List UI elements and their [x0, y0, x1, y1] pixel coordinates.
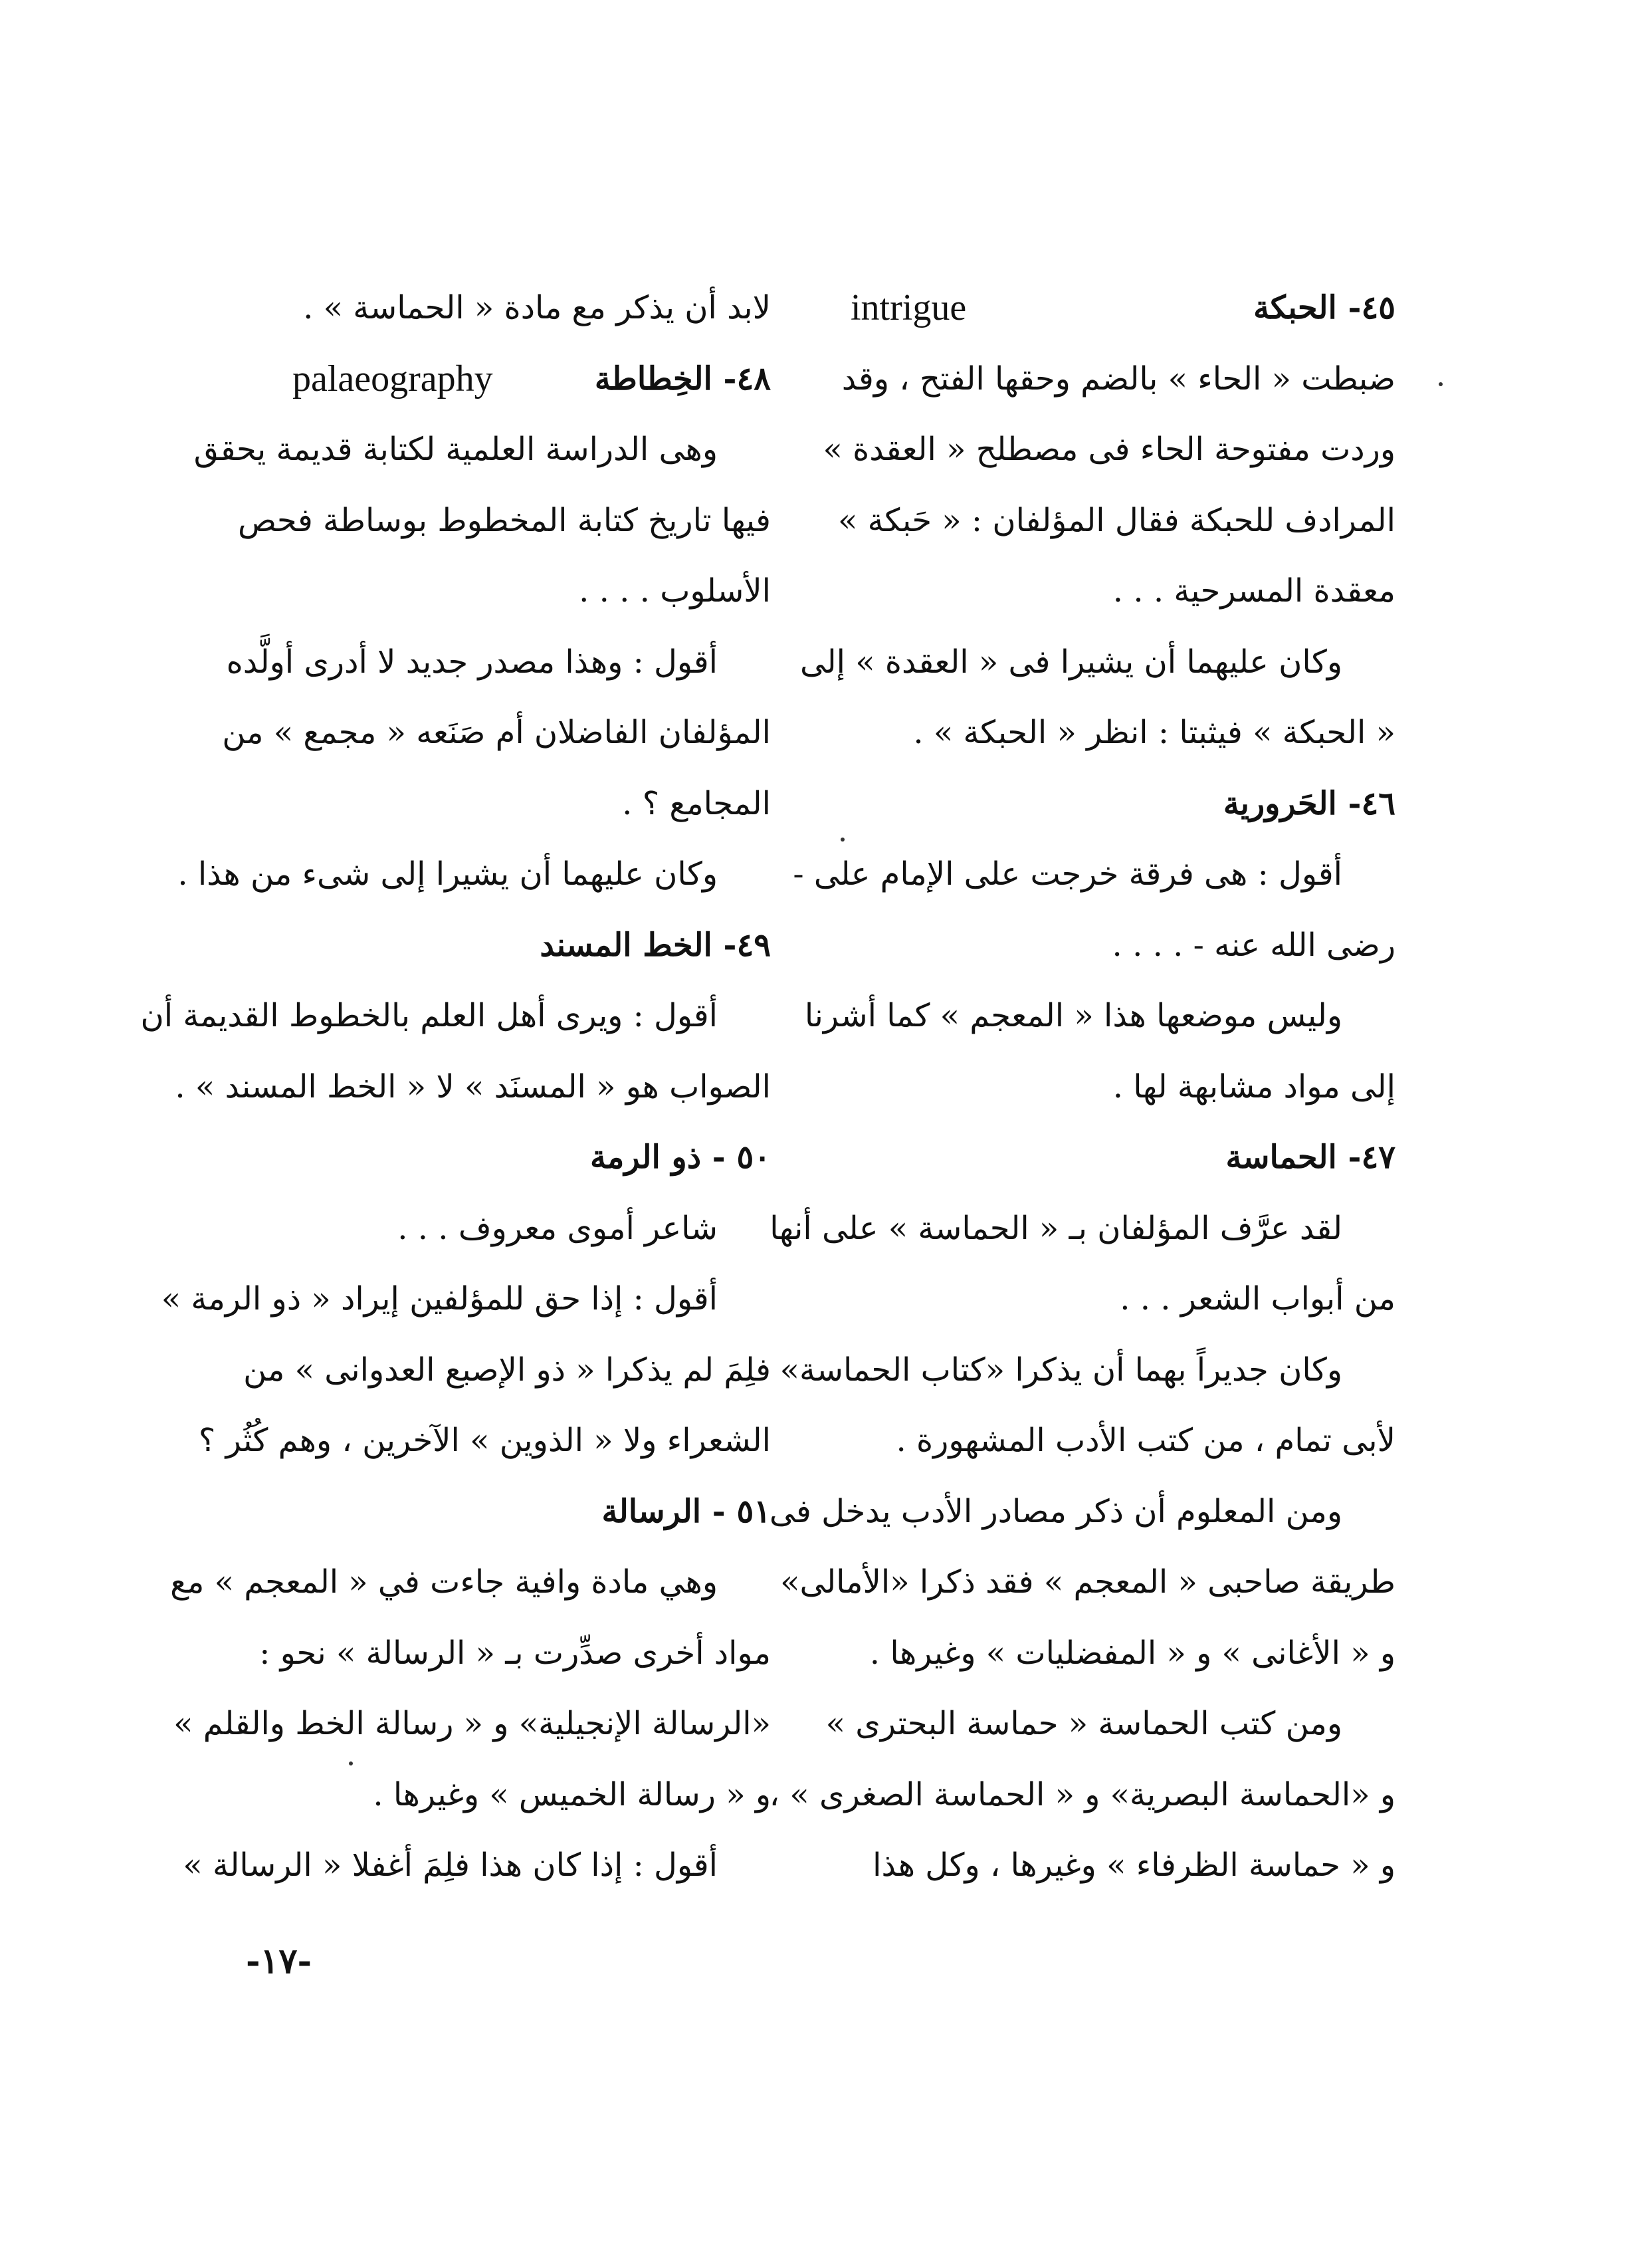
text-line — [770, 1193, 1395, 1264]
text-line — [259, 1618, 771, 1689]
line-text: وهي مادة وافية جاءت في « المعجم » مع — [170, 1563, 718, 1601]
stray-mark — [841, 838, 845, 842]
line-text: إلى مواد مشابهة لها . — [1112, 1068, 1395, 1105]
text-line — [292, 1193, 771, 1264]
line-text: و « الأغانى » و « المفضليات » وغيرها . — [869, 1634, 1395, 1672]
latin-term: palaeography — [292, 358, 493, 399]
line-text: وكان عليهما أن يشيرا إلى شىء من هذا . — [177, 855, 718, 893]
text-line — [851, 1618, 1395, 1689]
stray-mark — [349, 1761, 353, 1765]
text-line — [226, 627, 771, 698]
line-text: وكان جديراً بهما أن يذكرا «كتاب الحماسة» — [779, 1351, 1342, 1389]
line-text: و «الحماسة البصرية» و « الحماسة الصغرى » ، — [769, 1775, 1395, 1813]
line-text: المرادف للحبكة فقال المؤلفان : « حَبكة » — [837, 501, 1395, 539]
entry-heading — [292, 344, 771, 415]
line-text: أقول : هى فرقة خرجت على الإمام على - — [793, 855, 1342, 893]
right-column — [769, 273, 1395, 1901]
latin-term: intrigue — [851, 287, 967, 328]
line-text: طريقة صاحبى « المعجم » فقد ذكرا «الأمالى» — [780, 1563, 1395, 1601]
text-line — [177, 839, 771, 910]
text-line — [851, 910, 1395, 981]
entry-heading — [851, 768, 1395, 840]
text-line — [851, 1052, 1395, 1123]
line-text: لابد أن يذكر مع مادة « الحماسة » . — [303, 289, 771, 326]
line-text: فلِمَ لم يذكرا « ذو الإصبع العدوانى » من — [243, 1351, 771, 1389]
line-text: ٤٦- الحَرورية — [1223, 784, 1395, 822]
line-text: الأسلوب . . . . — [579, 572, 771, 610]
line-text: المجامع ؟ . — [622, 784, 771, 822]
stray-mark — [1439, 382, 1443, 386]
line-text: رضى الله عنه - . . . . — [1112, 926, 1395, 964]
text-line — [193, 414, 771, 485]
text-line — [851, 556, 1395, 627]
text-line — [793, 839, 1395, 910]
text-line — [841, 344, 1395, 415]
entry-heading — [292, 1122, 771, 1193]
line-text: مواد أخرى صدِّرت بـ « الرسالة » نحو : — [259, 1634, 771, 1672]
text-line — [292, 768, 771, 840]
line-text: ٥٠ - ذو الرمة — [589, 1139, 771, 1176]
text-line — [222, 697, 771, 768]
text-line — [161, 1264, 771, 1335]
line-text: ضبطت « الحاء » بالضم وحقها الفتح ، وقد — [841, 360, 1395, 397]
page-number: -١٧- — [246, 1941, 312, 1982]
line-text: ٤٧- الحماسة — [1225, 1139, 1395, 1176]
text-line — [779, 1335, 1395, 1406]
entry-heading — [292, 1476, 771, 1547]
entry-heading — [851, 1122, 1395, 1193]
line-text: وردت مفتوحة الحاء فى مصطلح « العقدة » — [823, 431, 1395, 468]
text-line — [851, 1405, 1395, 1476]
line-text: لأبى تمام ، من كتب الأدب المشهورة . — [896, 1422, 1395, 1459]
line-text: ٤٨- الخِطاطة — [594, 360, 771, 397]
line-text: وليس موضعها هذا « المعجم » كما أشرنا — [804, 997, 1342, 1034]
text-line — [183, 1830, 771, 1901]
line-text: أقول : وهذا مصدر جديد لا أدرى أولَّده — [226, 643, 718, 681]
line-text: فيها تاريخ كتابة المخطوط بوساطة فحص — [238, 501, 771, 539]
line-text: لقد عرَّف المؤلفان بـ « الحماسة » على أنها — [770, 1209, 1342, 1247]
line-text: ٤٥- الحبكة — [1253, 289, 1395, 326]
text-line — [292, 273, 771, 344]
text-line — [175, 1052, 771, 1123]
line-text: ٤٩- الخط المسند — [540, 926, 771, 964]
left-column — [140, 273, 771, 1901]
text-line — [292, 1759, 771, 1831]
line-text: معقدة المسرحية . . . — [1112, 572, 1395, 610]
text-line — [769, 1476, 1395, 1547]
line-text: وكان عليهما أن يشيرا فى « العقدة » إلى — [800, 643, 1342, 681]
text-line — [292, 556, 771, 627]
text-line — [837, 485, 1395, 556]
text-line — [823, 414, 1395, 485]
line-text: « الحبكة » فيثبتا : انظر « الحبكة » . — [913, 714, 1395, 751]
line-text: أقول : إذا كان هذا فلِمَ أغفلا « الرسالة » — [183, 1847, 718, 1884]
line-text: «الرسالة الإنجيلية» و « رسالة الخط والقلم » — [173, 1705, 771, 1742]
line-text: ومن كتب الحماسة « حماسة البحترى » — [825, 1705, 1342, 1742]
text-line — [851, 1264, 1395, 1335]
text-line — [825, 1688, 1395, 1759]
line-text: وهى الدراسة العلمية لكتابة قديمة يحقق — [193, 431, 718, 468]
line-text: من أبواب الشعر . . . — [1120, 1280, 1395, 1317]
line-text: أقول : إذا حق للمؤلفين إيراد « ذو الرمة » — [161, 1280, 718, 1317]
text-line — [170, 1547, 771, 1618]
text-line — [238, 485, 771, 556]
text-line — [198, 1405, 771, 1476]
text-line — [173, 1688, 771, 1759]
entry-heading — [851, 273, 1395, 344]
text-line — [804, 980, 1395, 1052]
text-line — [780, 1547, 1395, 1618]
line-text: و « حماسة الظرفاء » وغيرها ، وكل هذا — [873, 1847, 1395, 1884]
text-line — [243, 1335, 771, 1406]
line-text: ٥١ - الرسالة — [601, 1492, 771, 1530]
text-line — [140, 980, 771, 1052]
text-line — [800, 627, 1395, 698]
text-line — [851, 697, 1395, 768]
line-text: أقول : ويرى أهل العلم بالخطوط القديمة أن — [140, 997, 718, 1034]
line-text: الصواب هو « المسنَد » لا « الخط المسند » . — [175, 1068, 771, 1105]
line-text: ومن المعلوم أن ذكر مصادر الأدب يدخل فى — [769, 1492, 1342, 1530]
line-text: الشعراء ولا « الذوين » الآخرين ، وهم كُثُر ؟ — [198, 1422, 771, 1459]
line-text: و « رسالة الخميس » وغيرها . — [373, 1775, 771, 1813]
line-text: شاعر أموى معروف . . . — [397, 1209, 718, 1247]
text-line — [769, 1759, 1395, 1831]
text-line — [851, 1830, 1395, 1901]
line-text: المؤلفان الفاضلان أم صَنَعه « مجمع » من — [222, 714, 771, 751]
entry-heading — [292, 910, 771, 981]
